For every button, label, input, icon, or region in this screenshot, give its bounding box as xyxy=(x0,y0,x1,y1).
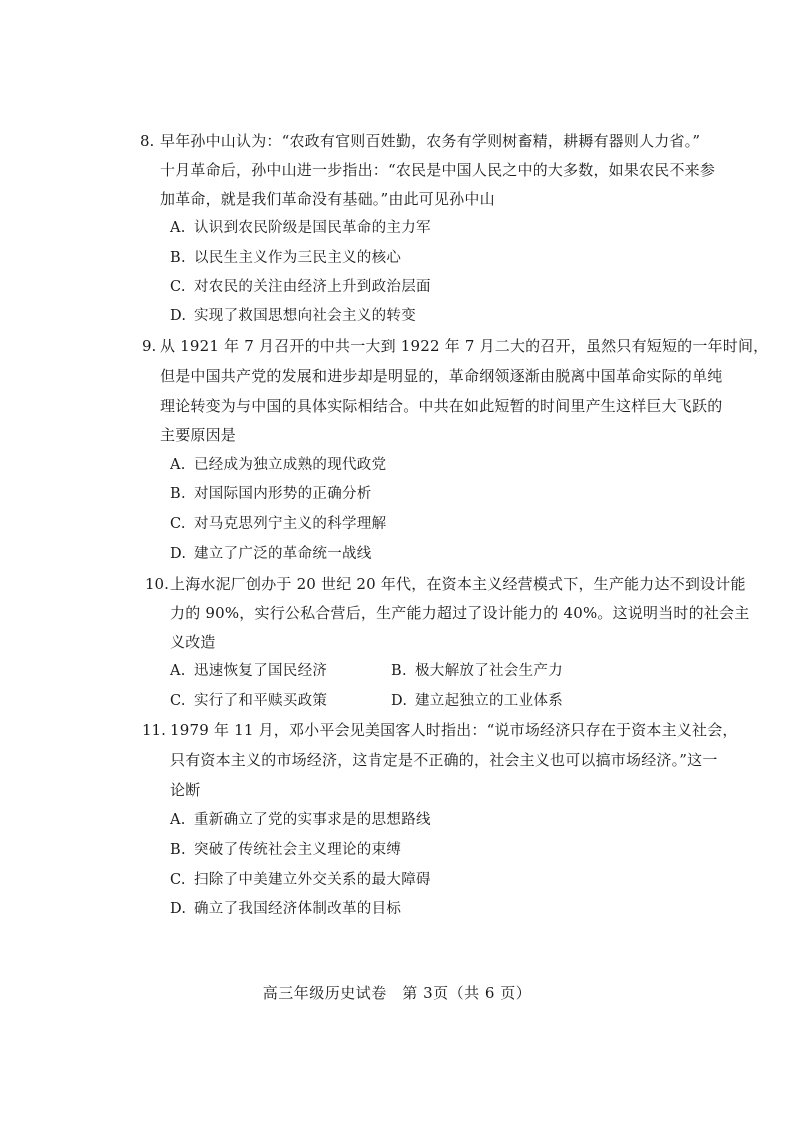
option-letter: A. xyxy=(170,457,186,473)
question-number: 8. xyxy=(140,132,155,150)
option-letter: A. xyxy=(170,812,186,828)
option-text: 对农民的关注由经济上升到政治层面 xyxy=(194,279,431,295)
page-footer: 高三年级历史试卷 第 3页（共 6 页） xyxy=(262,984,532,1002)
option-letter: D. xyxy=(170,901,187,917)
option-letter: A. xyxy=(170,220,186,236)
option-text: 对国际国内形势的正确分析 xyxy=(194,486,372,502)
option-letter: D. xyxy=(391,693,408,709)
question-stem-line: 论断 xyxy=(170,781,201,799)
option-letter: B. xyxy=(170,250,186,266)
question-stem-line: 上海水泥厂创办于 20 世纪 20 年代，在资本主义经营模式下，生产能力达不到设计能 xyxy=(170,575,746,593)
option-c xyxy=(170,277,431,297)
option-text: 建立起独立的工业体系 xyxy=(415,693,563,709)
option-text: 认识到农民阶级是国民革命的主力军 xyxy=(194,220,431,236)
option-b xyxy=(170,484,372,504)
option-letter: B. xyxy=(170,842,186,858)
question-stem-line: 理论转变为与中国的具体实际相结合。中共在如此短暂的时间里产生这样巨大飞跃的 xyxy=(160,397,723,415)
option-text: 确立了我国经济体制改革的目标 xyxy=(194,901,402,917)
question-stem-line: 义改造 xyxy=(170,633,216,651)
option-b xyxy=(170,840,401,860)
option-letter: C. xyxy=(170,516,186,532)
option-text: 极大解放了社会生产力 xyxy=(415,663,563,679)
question-stem-line: 1979 年 11 月，邓小平会见美国客人时指出：“说市场经济只存在于资本主义社会， xyxy=(170,721,738,739)
option-text: 突破了传统社会主义理论的束缚 xyxy=(194,842,402,858)
question-stem-line: 从 1921 年 7 月召开的中共一大到 1922 年 7 月二大的召开，虽然只有短短的一年时间， xyxy=(160,337,769,355)
option-letter: C. xyxy=(170,693,186,709)
option-letter: A. xyxy=(170,663,186,679)
question-number: 11. xyxy=(142,721,166,739)
option-a xyxy=(170,218,431,238)
question-stem-line: 只有资本主义的市场经济，这肯定是不正确的，社会主义也可以搞市场经济。”这一 xyxy=(170,751,718,769)
option-letter: B. xyxy=(170,486,186,502)
option-text: 实行了和平赎买政策 xyxy=(194,693,328,709)
option-text: 重新确立了党的实事求是的思想路线 xyxy=(194,812,431,828)
option-letter: D. xyxy=(170,546,187,562)
option-d xyxy=(170,544,372,564)
option-a xyxy=(170,455,386,475)
option-d xyxy=(391,691,563,711)
option-text: 对马克思列宁主义的科学理解 xyxy=(194,516,387,532)
option-d xyxy=(170,306,416,326)
question-stem-line: 加革命，就是我们革命没有基础。”由此可见孙中山 xyxy=(160,190,495,208)
question-stem-line: 主要原因是 xyxy=(160,426,237,444)
question-stem-line: 但是中国共产党的发展和进步却是明显的，革命纲领逐渐由脱离中国革命实际的单纯 xyxy=(160,367,723,385)
option-text: 建立了广泛的革命统一战线 xyxy=(194,546,372,562)
option-letter: D. xyxy=(170,308,187,324)
option-letter: C. xyxy=(170,279,186,295)
question-stem-line: 十月革命后，孙中山进一步指出：“农民是中国人民之中的大多数，如果农民不来参 xyxy=(160,161,716,179)
question-number: 10. xyxy=(145,575,169,593)
option-c xyxy=(170,691,327,711)
option-d xyxy=(170,899,401,919)
option-text: 扫除了中美建立外交关系的最大障碍 xyxy=(194,872,431,888)
option-text: 已经成为独立成熟的现代政党 xyxy=(194,457,387,473)
option-c xyxy=(170,870,431,890)
option-a xyxy=(170,661,327,681)
option-text: 实现了救国思想向社会主义的转变 xyxy=(194,308,416,324)
option-text: 迅速恢复了国民经济 xyxy=(194,663,328,679)
question-stem-line: 早年孙中山认为：“农政有官则百姓勤，农务有学则树畜精，耕耨有器则人力省。” xyxy=(160,132,701,150)
option-a xyxy=(170,810,431,830)
option-c xyxy=(170,514,386,534)
option-b xyxy=(170,248,401,268)
question-number: 9. xyxy=(142,337,157,355)
option-letter: C. xyxy=(170,872,186,888)
question-stem-line: 力的 90%，实行公私合营后，生产能力超过了设计能力的 40%。这说明当时的社会主 xyxy=(170,604,750,622)
option-letter: B. xyxy=(391,663,407,679)
option-b xyxy=(391,661,563,681)
option-text: 以民生主义作为三民主义的核心 xyxy=(194,250,402,266)
